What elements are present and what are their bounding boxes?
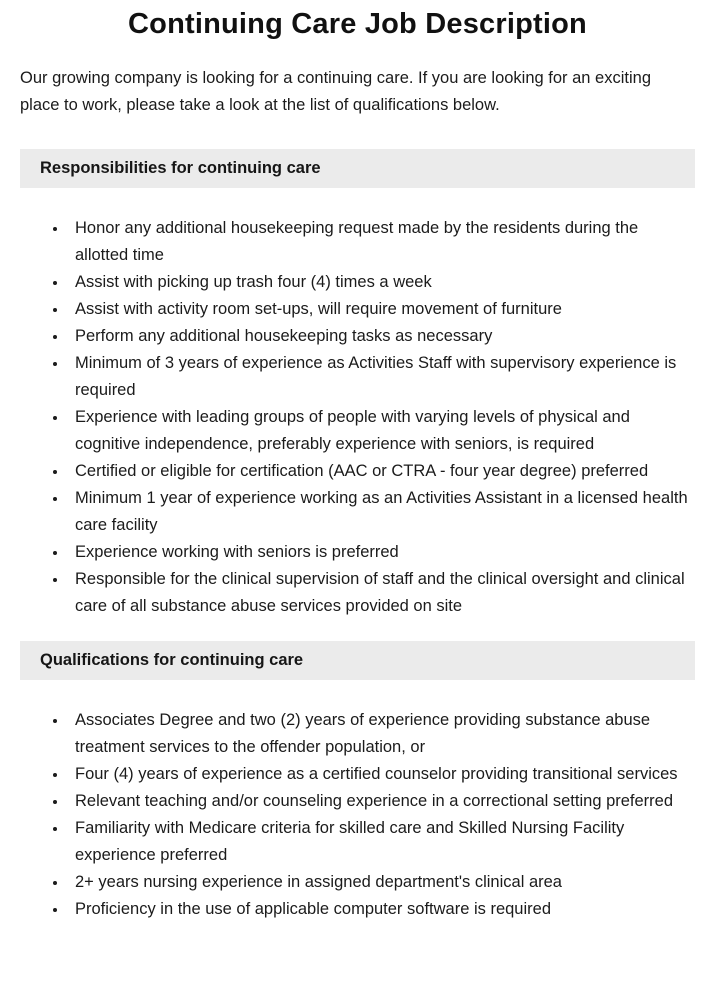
list-item: • Experience with leading groups of people with varying levels of physical and cognitive independence, preferably experience with seniors, is required — [68, 404, 695, 458]
list-item: • Proficiency in the use of applicable computer software is required — [68, 896, 695, 923]
list-item: • Perform any additional housekeeping tasks as necessary — [68, 323, 695, 350]
qualifications-section-header: Qualifications for continuing care — [20, 641, 695, 680]
list-item: • Assist with picking up trash four (4) times a week — [68, 269, 695, 296]
list-item: • Honor any additional housekeeping request made by the residents during the allotted time — [68, 215, 695, 269]
qualifications-list — [20, 707, 695, 923]
list-item: • 2+ years nursing experience in assigned department's clinical area — [68, 869, 695, 896]
page-title: Continuing Care Job Description — [128, 8, 587, 40]
list-item: • Four (4) years of experience as a certified counselor providing transitional services — [68, 761, 695, 788]
list-item: • Responsible for the clinical supervision of staff and the clinical oversight and clinical care of all substance abuse services provided on site — [68, 566, 695, 620]
list-item: • Certified or eligible for certification (AAC or CTRA - four year degree) preferred — [68, 458, 695, 485]
list-item: • Minimum 1 year of experience working as an Activities Assistant in a licensed health care facility — [68, 485, 695, 539]
list-item: • Associates Degree and two (2) years of experience providing substance abuse treatment services to the offender population, or — [68, 707, 695, 761]
intro-text: Our growing company is looking for a continuing care. If you are looking for an exciting place to work, please take a look at the list of qualifications below. — [20, 69, 652, 114]
list-item: • Assist with activity room set-ups, will require movement of furniture — [68, 296, 695, 323]
list-item: • Minimum of 3 years of experience as Activities Staff with supervisory experience is required — [68, 350, 695, 404]
list-item: • Relevant teaching and/or counseling experience in a correctional setting preferred — [68, 788, 695, 815]
list-item: • Familiarity with Medicare criteria for skilled care and Skilled Nursing Facility experience preferred — [68, 815, 695, 869]
responsibilities-section-header: Responsibilities for continuing care — [20, 149, 695, 188]
responsibilities-list — [20, 215, 695, 620]
list-item: • Experience working with seniors is preferred — [68, 539, 695, 566]
